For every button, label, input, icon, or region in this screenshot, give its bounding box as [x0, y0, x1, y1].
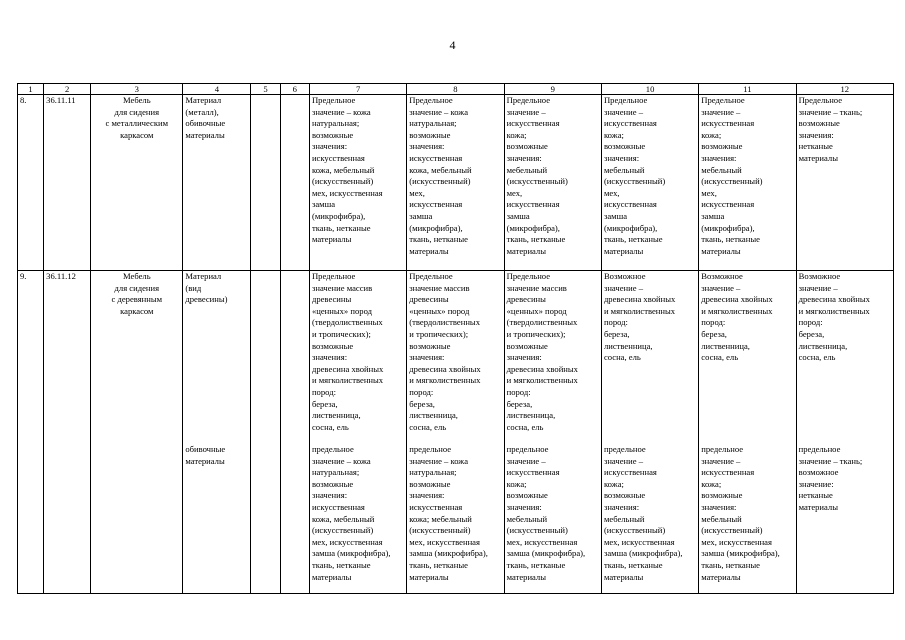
- text-line: натуральная;: [409, 118, 457, 129]
- text-line: и мягколиственных: [603, 305, 676, 316]
- text-line: с деревянным: [111, 294, 163, 305]
- text-line: значения:: [311, 352, 348, 363]
- value-cell: [699, 95, 796, 271]
- text-line: искусственная: [506, 118, 560, 129]
- text-line: Предельное: [409, 271, 453, 281]
- text-line: натуральная;: [409, 467, 457, 478]
- text-line: возможные: [603, 490, 646, 501]
- text-line: для сидения: [114, 106, 160, 117]
- text-line: искусственная: [701, 199, 755, 210]
- text-line: Предельное: [506, 271, 551, 281]
- value-cell: [699, 271, 796, 594]
- text-line: (искусственный): [701, 525, 763, 536]
- text-line: Предельное: [506, 95, 551, 105]
- value-cell: [796, 271, 893, 594]
- wood-values: [312, 271, 404, 444]
- value-cell: [601, 271, 698, 594]
- text-line: каркасом: [120, 305, 154, 316]
- text-line: замша (микрофибра),: [311, 548, 391, 559]
- text-line: (микрофибра),: [506, 222, 560, 233]
- text-line: значение – кожа: [409, 455, 469, 466]
- characteristic-name: [183, 95, 251, 271]
- text-line: древесина хвойных: [506, 363, 578, 374]
- column-number: 8: [407, 84, 504, 95]
- table-row: [18, 271, 894, 594]
- text-line: искусственная: [311, 501, 365, 512]
- text-line: с металлическим: [105, 118, 169, 129]
- text-line: лиственница,: [603, 340, 653, 351]
- text-line: материалы: [311, 571, 352, 582]
- text-line: древесины: [311, 294, 352, 305]
- text-line: замша (микрофибра),: [603, 548, 683, 559]
- text-line: сосна, ель: [409, 421, 447, 432]
- text-line: (искусственный): [603, 176, 666, 187]
- text-line: и мягколиственных: [798, 305, 870, 316]
- text-line: сосна, ель: [311, 421, 349, 432]
- text-line: и мягколиственных: [311, 375, 384, 386]
- text-line: значение –: [603, 282, 643, 293]
- text-line: кожа;: [603, 478, 624, 489]
- text-line: «ценных» пород: [506, 305, 567, 316]
- text-line: Материал: [185, 271, 222, 281]
- text-line: значения:: [506, 352, 542, 363]
- text-line: ткань, нетканые: [603, 234, 663, 245]
- column-number: 2: [44, 84, 91, 95]
- text-line: древесины: [409, 294, 449, 305]
- text-line: каркасом: [120, 129, 154, 140]
- text-line: (искусственный): [409, 525, 471, 536]
- value-cell: [504, 95, 601, 271]
- text-line: значения:: [409, 490, 445, 501]
- text-line: лиственница,: [798, 340, 848, 351]
- text-line: Предельное: [701, 95, 745, 105]
- value-cell: [407, 95, 504, 271]
- text-line: (вид: [185, 282, 202, 293]
- empty-cell: [251, 95, 280, 271]
- page-number: 4: [449, 38, 456, 52]
- row-number: 8.: [18, 95, 44, 271]
- value-cell: [407, 271, 504, 594]
- text-line: (искусственный): [311, 176, 374, 187]
- text-line: возможные: [311, 129, 354, 140]
- text-line: значение – кожа: [409, 106, 469, 117]
- text-line: возможные: [701, 490, 743, 501]
- text-line: Предельное: [409, 95, 453, 105]
- text-line: возможные: [506, 340, 548, 351]
- text-line: значение –: [701, 455, 741, 466]
- product-name: [91, 271, 183, 594]
- text-line: кожа;: [701, 478, 722, 489]
- text-line: значения:: [409, 141, 445, 152]
- text-line: значение –: [798, 282, 838, 293]
- text-line: мебельный: [506, 513, 548, 524]
- text-line: кожа, мебельный: [409, 164, 472, 175]
- text-line: древесина хвойных: [603, 294, 676, 305]
- text-line: значение – кожа: [311, 455, 371, 466]
- text-line: материалы: [603, 245, 644, 256]
- text-line: ткань, нетканые: [409, 559, 468, 570]
- text-line: возможные: [409, 129, 451, 140]
- text-line: (искусственный): [701, 176, 763, 187]
- text-line: пород:: [603, 317, 628, 328]
- text-line: и тропических);: [311, 328, 371, 339]
- text-line: «ценных» пород: [409, 305, 470, 316]
- text-line: мебельный: [701, 513, 742, 524]
- text-line: (твердолиственных: [409, 317, 481, 328]
- text-line: значение – ткань;: [798, 455, 863, 466]
- text-line: искусственная: [311, 152, 365, 163]
- text-line: значение массив: [506, 282, 567, 293]
- wood-values: [799, 271, 891, 444]
- text-line: материалы: [798, 152, 838, 163]
- text-line: материалы: [409, 245, 449, 256]
- text-line: Возможное: [603, 271, 646, 281]
- text-line: (искусственный): [311, 525, 374, 536]
- text-line: искусственная: [409, 501, 463, 512]
- text-line: и тропических);: [506, 328, 566, 339]
- text-line: ткань, нетканые: [506, 234, 566, 245]
- column-number: 3: [91, 84, 183, 95]
- empty-cell: [251, 271, 280, 594]
- text-line: материалы: [311, 234, 352, 245]
- text-line: (металл),: [185, 106, 219, 117]
- text-line: значение –: [701, 106, 741, 117]
- text-line: обивочные: [185, 444, 226, 454]
- text-line: Мебель: [122, 271, 151, 281]
- text-line: материалы: [603, 571, 644, 582]
- text-line: материалы: [506, 245, 546, 256]
- text-line: и мягколиственных: [409, 375, 481, 386]
- text-line: замша (микрофибра),: [506, 548, 586, 559]
- text-line: древесины): [185, 294, 228, 305]
- text-line: Возможное: [701, 271, 743, 281]
- text-line: древесина хвойных: [409, 363, 481, 374]
- text-line: (микрофибра),: [409, 222, 463, 233]
- upholstery-values: [409, 444, 501, 583]
- text-line: и мягколиственных: [506, 375, 578, 386]
- text-line: пород:: [311, 386, 336, 397]
- text-line: искусственная: [506, 199, 560, 210]
- text-line: (искусственный): [409, 176, 471, 187]
- empty-cell: [280, 271, 309, 594]
- text-line: значение массив: [311, 282, 373, 293]
- text-line: искусственная: [603, 467, 657, 478]
- text-line: возможные: [311, 340, 354, 351]
- text-line: замша (микрофибра),: [409, 548, 488, 559]
- text-line: нетканые: [798, 490, 833, 501]
- text-line: мебельный: [603, 513, 645, 524]
- text-line: пород:: [798, 317, 823, 328]
- text-line: искусственная: [603, 118, 657, 129]
- text-line: материалы: [409, 571, 449, 582]
- text-line: береза,: [506, 398, 533, 409]
- text-line: искусственная: [603, 199, 657, 210]
- column-number: 12: [796, 84, 893, 95]
- text-line: возможные: [311, 478, 354, 489]
- text-line: древесина хвойных: [701, 294, 773, 305]
- text-line: замша: [603, 210, 628, 221]
- text-line: мех,: [603, 187, 620, 198]
- text-line: материалы: [185, 455, 225, 466]
- text-line: Материал: [185, 95, 222, 105]
- text-line: значение массив: [409, 282, 470, 293]
- text-line: мех, искусственная: [311, 536, 383, 547]
- text-line: ткань, нетканые: [506, 559, 566, 570]
- text-line: возможные: [798, 118, 840, 129]
- okpd-code: 36.11.11: [44, 95, 91, 271]
- text-line: Мебель: [122, 95, 151, 105]
- text-line: искусственная: [409, 199, 463, 210]
- text-line: сосна, ель: [798, 352, 836, 363]
- text-line: материалы: [701, 245, 741, 256]
- text-line: береза,: [798, 328, 825, 339]
- text-line: мебельный: [701, 164, 742, 175]
- text-line: значения:: [506, 152, 542, 163]
- text-line: мех, искусственная: [409, 536, 480, 547]
- text-line: и мягколиственных: [701, 305, 773, 316]
- wood-values: [507, 271, 599, 444]
- okpd-code: 36.11.12: [44, 271, 91, 594]
- wood-values: [409, 271, 501, 444]
- text-line: древесины: [506, 294, 546, 305]
- text-line: искусственная: [409, 152, 463, 163]
- text-line: возможные: [409, 478, 451, 489]
- row-number: 9.: [18, 271, 44, 594]
- text-line: мех,: [409, 187, 425, 198]
- text-line: Предельное: [798, 95, 843, 105]
- text-line: Возможное: [798, 271, 841, 281]
- text-line: ткань, нетканые: [409, 234, 468, 245]
- column-number: 10: [601, 84, 698, 95]
- text-line: лиственница,: [506, 410, 556, 421]
- value-cell: [601, 95, 698, 271]
- text-line: береза,: [409, 398, 435, 409]
- text-line: мех,: [506, 187, 523, 198]
- text-line: (искусственный): [506, 525, 568, 536]
- text-line: материалы: [506, 571, 546, 582]
- text-line: нетканые: [798, 141, 833, 152]
- text-line: (искусственный): [603, 525, 666, 536]
- text-line: возможные: [506, 141, 548, 152]
- text-line: значения:: [603, 152, 640, 163]
- text-line: (микрофибра),: [701, 222, 755, 233]
- text-line: материалы: [798, 501, 838, 512]
- text-line: кожа; мебельный: [409, 513, 472, 524]
- text-line: Предельное: [311, 271, 356, 281]
- text-line: возможные: [701, 141, 743, 152]
- text-line: мебельный: [506, 164, 548, 175]
- text-line: Предельное: [603, 95, 648, 105]
- product-name: [91, 95, 183, 271]
- table-row: [18, 95, 894, 271]
- text-line: береза,: [311, 398, 338, 409]
- text-line: (твердолиственных: [311, 317, 383, 328]
- text-line: значение –: [506, 106, 546, 117]
- text-line: натуральная;: [311, 118, 360, 129]
- column-number: 1: [18, 84, 44, 95]
- text-line: ткань, нетканые: [701, 559, 760, 570]
- text-line: искусственная: [701, 118, 755, 129]
- upholstery-values: [701, 444, 793, 583]
- text-line: пород:: [701, 317, 726, 328]
- text-line: значение –: [603, 106, 643, 117]
- text-line: (искусственный): [506, 176, 568, 187]
- text-line: значения:: [311, 490, 348, 501]
- text-line: замша: [311, 199, 336, 210]
- text-line: предельное: [311, 444, 354, 454]
- text-line: мех,: [701, 187, 717, 198]
- text-line: значение:: [798, 478, 834, 489]
- wood-values: [701, 271, 793, 444]
- text-line: Предельное: [311, 95, 356, 105]
- text-line: предельное: [701, 444, 744, 454]
- text-line: для сидения: [114, 282, 160, 293]
- text-line: кожа, мебельный: [311, 164, 375, 175]
- text-line: замша: [506, 210, 530, 221]
- text-line: сосна, ель: [506, 421, 544, 432]
- empty-cell: [280, 95, 309, 271]
- text-line: ткань, нетканые: [311, 222, 371, 233]
- column-number: 6: [280, 84, 309, 95]
- text-line: и тропических);: [409, 328, 469, 339]
- text-line: значение –: [603, 455, 643, 466]
- text-line: ткань, нетканые: [311, 559, 371, 570]
- text-line: кожа;: [506, 478, 527, 489]
- upholstery-values: [312, 444, 404, 583]
- text-line: (микрофибра),: [311, 210, 366, 221]
- text-line: кожа;: [603, 129, 624, 140]
- column-number-row: [18, 84, 894, 95]
- column-number: 4: [183, 84, 251, 95]
- text-line: значения:: [409, 352, 445, 363]
- text-line: значение – кожа: [311, 106, 371, 117]
- value-cell: [504, 271, 601, 594]
- text-line: лиственница,: [409, 410, 458, 421]
- text-line: значения:: [701, 501, 737, 512]
- text-line: древесина хвойных: [798, 294, 870, 305]
- text-line: мех, искусственная: [603, 536, 675, 547]
- text-line: натуральная;: [311, 467, 360, 478]
- text-line: мех, искусственная: [506, 536, 578, 547]
- value-cell: [309, 95, 406, 271]
- text-line: пород:: [409, 386, 434, 397]
- text-line: кожа;: [701, 129, 722, 140]
- text-line: замша: [701, 210, 725, 221]
- text-line: материалы: [701, 571, 741, 582]
- text-line: сосна, ель: [603, 352, 641, 363]
- text-line: кожа;: [506, 129, 527, 140]
- value-cell: [796, 95, 893, 271]
- text-line: значения:: [701, 152, 737, 163]
- specification-table: [17, 83, 894, 594]
- text-line: ткань, нетканые: [701, 234, 760, 245]
- value-cell: [309, 271, 406, 594]
- text-line: замша: [409, 210, 433, 221]
- column-number: 11: [699, 84, 796, 95]
- text-line: обивочные: [185, 118, 226, 129]
- text-line: (микрофибра),: [603, 222, 658, 233]
- text-line: мех, искусственная: [701, 536, 772, 547]
- text-line: мебельный: [603, 164, 645, 175]
- upholstery-values: [507, 444, 599, 583]
- text-line: древесина хвойных: [311, 363, 384, 374]
- text-line: значения:: [311, 141, 348, 152]
- text-line: материалы: [185, 129, 225, 140]
- text-line: искусственная: [506, 467, 560, 478]
- upholstery-values: [604, 444, 696, 583]
- material-upholstery-label: [185, 444, 248, 467]
- text-line: значение – ткань;: [798, 106, 863, 117]
- text-line: кожа, мебельный: [311, 513, 375, 524]
- text-line: лиственница,: [701, 340, 750, 351]
- text-line: предельное: [506, 444, 549, 454]
- text-line: береза,: [701, 328, 727, 339]
- text-line: лиственница,: [311, 410, 361, 421]
- text-line: значения:: [603, 501, 640, 512]
- text-line: значение –: [701, 282, 741, 293]
- column-number: 9: [504, 84, 601, 95]
- text-line: возможные: [506, 490, 548, 501]
- wood-values: [604, 271, 696, 444]
- text-line: сосна, ель: [701, 352, 739, 363]
- text-line: предельное: [798, 444, 841, 454]
- text-line: возможное: [798, 467, 839, 478]
- text-line: мех, искусственная: [311, 187, 383, 198]
- material-wood-label: [185, 271, 248, 444]
- column-number: 5: [251, 84, 280, 95]
- text-line: пород:: [506, 386, 531, 397]
- characteristic-name: [183, 271, 251, 594]
- text-line: береза,: [603, 328, 630, 339]
- text-line: возможные: [603, 141, 646, 152]
- text-line: (твердолиственных: [506, 317, 578, 328]
- text-line: предельное: [603, 444, 646, 454]
- text-line: возможные: [409, 340, 451, 351]
- text-line: значения:: [798, 129, 834, 140]
- text-line: значения:: [506, 501, 542, 512]
- text-line: искусственная: [701, 467, 755, 478]
- column-number: 7: [309, 84, 406, 95]
- text-line: ткань, нетканые: [603, 559, 663, 570]
- text-line: предельное: [409, 444, 452, 454]
- text-line: «ценных» пород: [311, 305, 372, 316]
- text-line: замша (микрофибра),: [701, 548, 780, 559]
- upholstery-values: [799, 444, 891, 514]
- text-line: значение –: [506, 455, 546, 466]
